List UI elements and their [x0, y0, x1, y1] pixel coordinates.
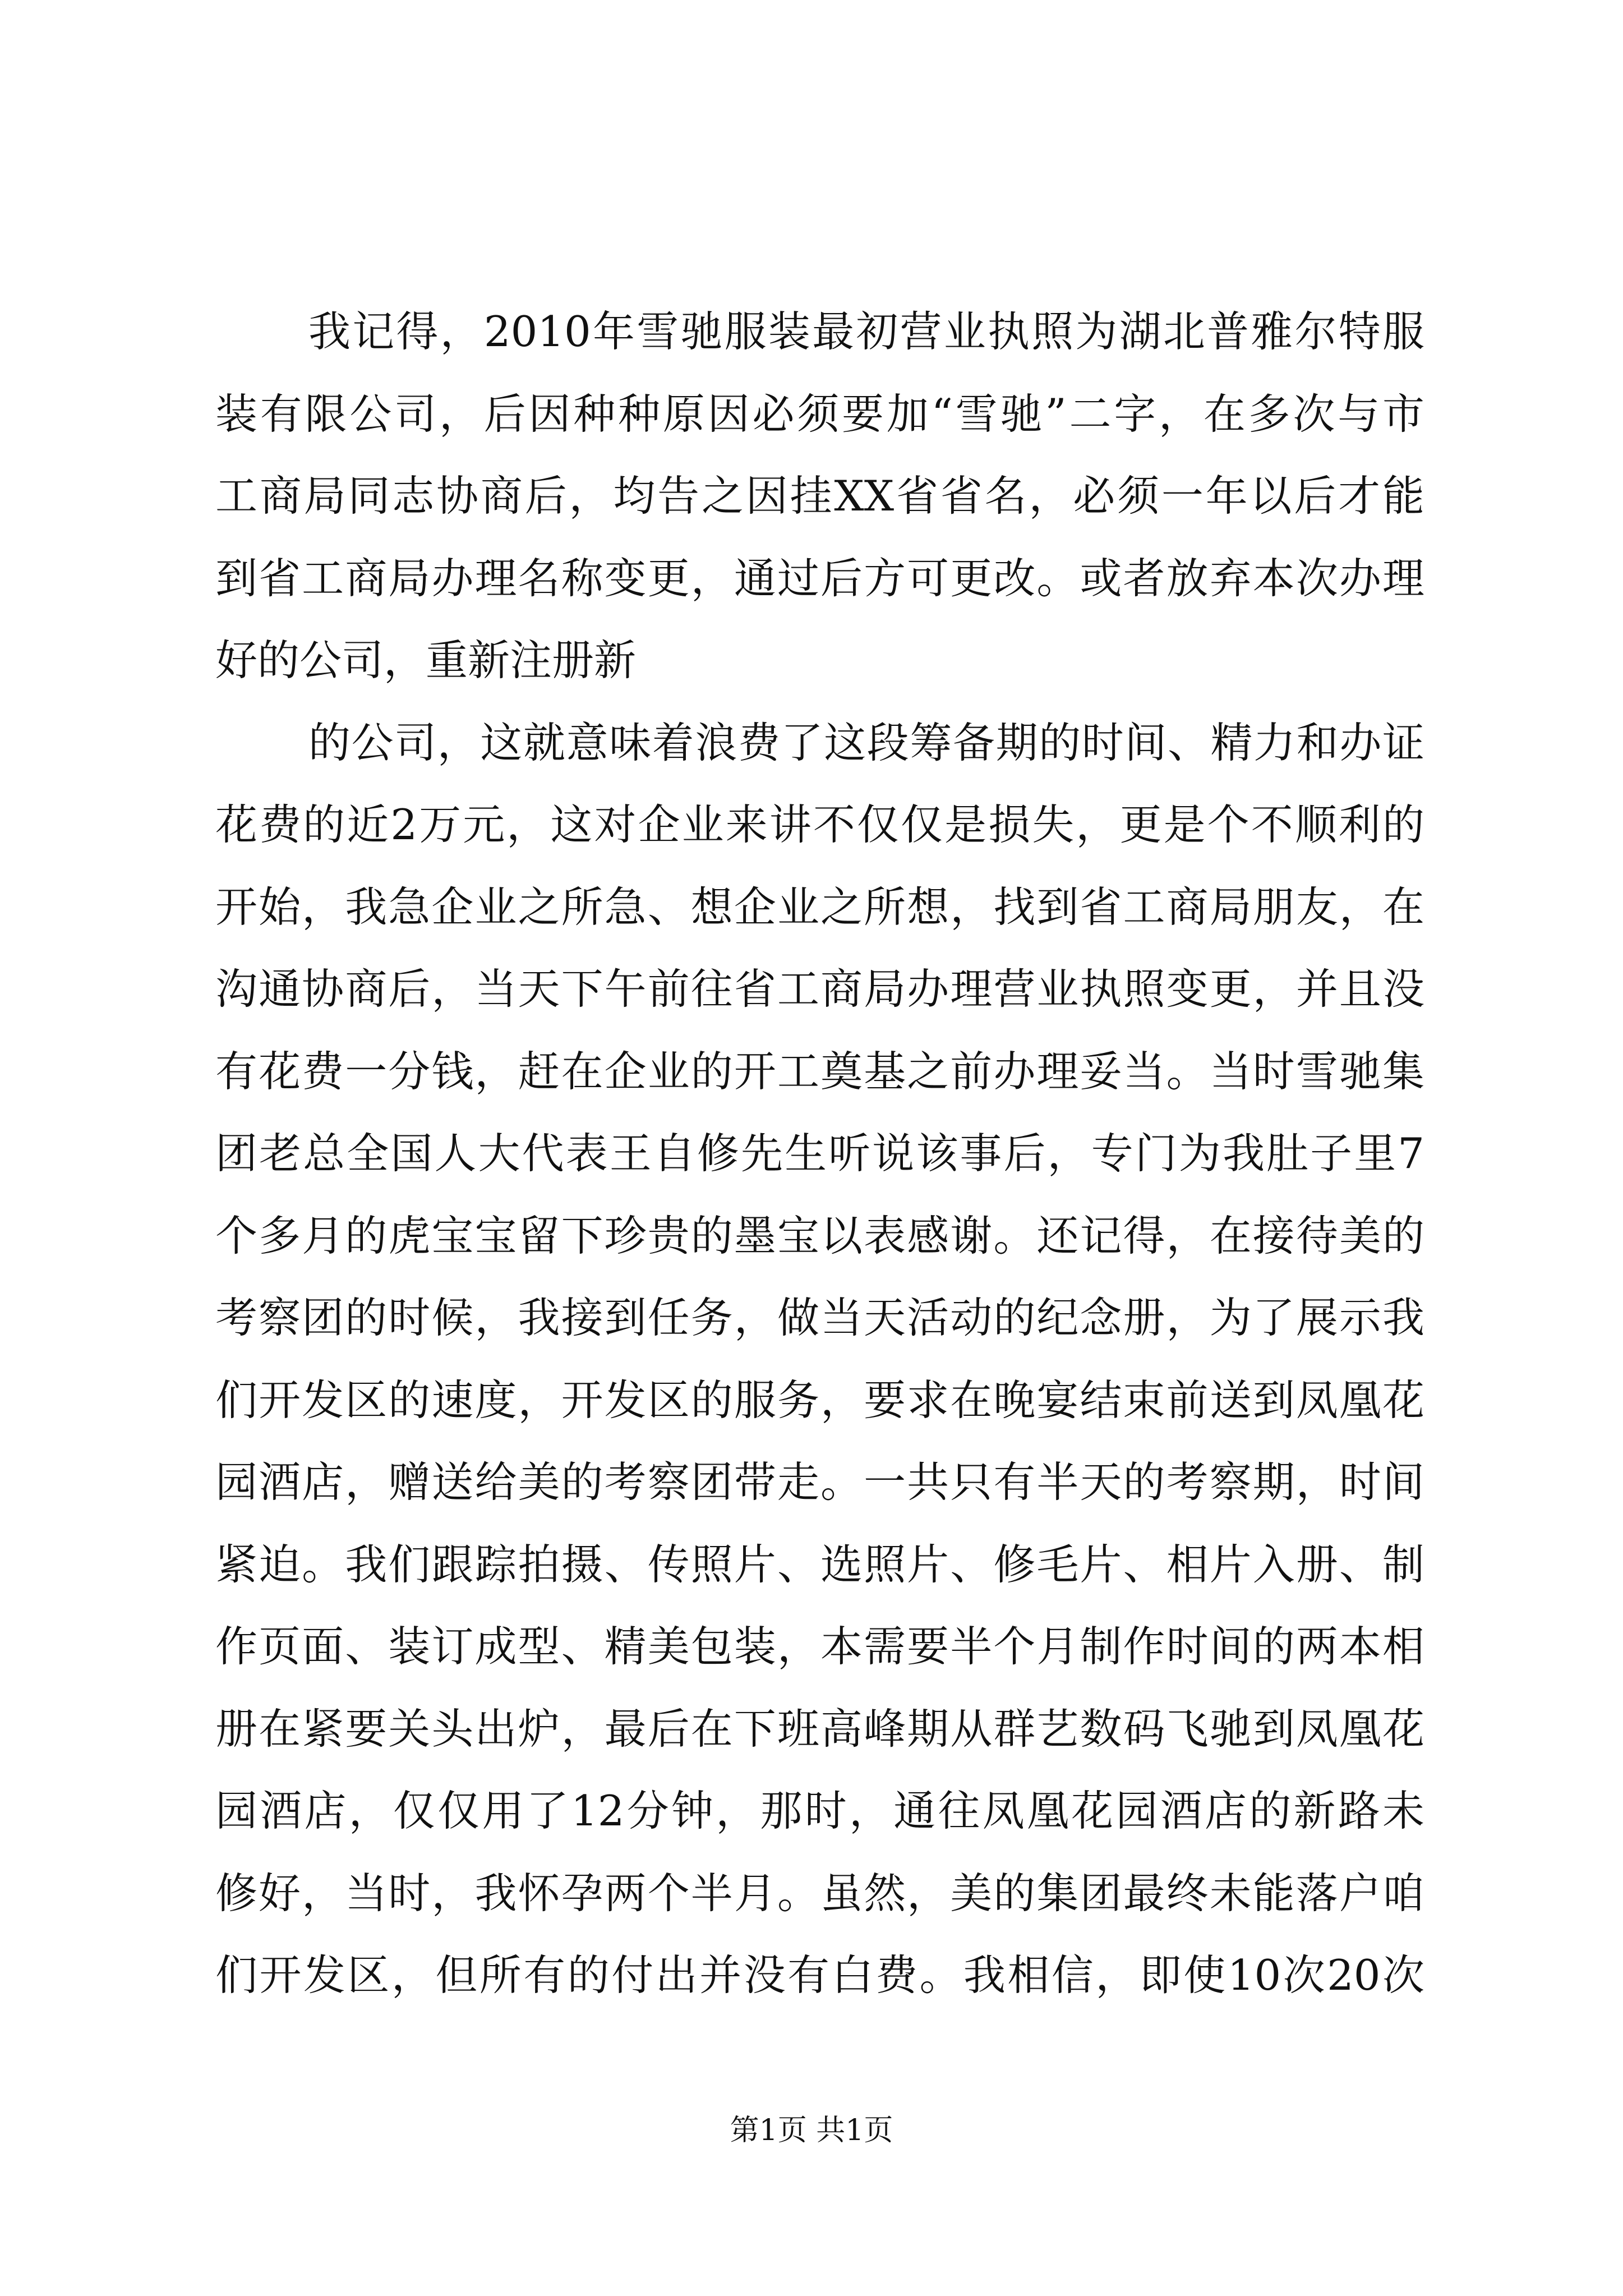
- paragraph-2-line-1: 的公司，这就意味着浪费了这段筹备期的时间、精力和办证: [308, 717, 1424, 767]
- paragraph-1-line-4: 到省工商局办理名称变更，通过后方可更改。或者放弃本次办理: [215, 553, 1424, 603]
- paragraph-1-line-1: 我记得，2010年雪驰服装最初营业执照为湖北普雅尔特服: [308, 307, 1424, 356]
- paragraph-2-line-13: 册在紧要关头出炉，最后在下班高峰期从群艺数码飞驰到凤凰花: [215, 1704, 1424, 1754]
- paragraph-2-line-10: 园酒店，赠送给美的考察团带走。一共只有半天的考察期，时间: [215, 1457, 1424, 1507]
- body-text: [215, 291, 1424, 2017]
- paragraph-2-line-16: 们开发区，但所有的付出并没有白费。我相信，即使10次20次: [215, 1950, 1424, 2000]
- paragraph-2-line-11: 紧迫。我们跟踪拍摄、传照片、选照片、修毛片、相片入册、制: [215, 1539, 1424, 1589]
- paragraph-2-line-9: 们开发区的速度，开发区的服务，要求在晚宴结束前送到凤凰花: [215, 1375, 1424, 1425]
- paragraph-2-line-4: 沟通协商后，当天下午前往省工商局办理营业执照变更，并且没: [215, 964, 1424, 1014]
- paragraph-1-line-5: 好的公司，重新注册新: [215, 636, 637, 685]
- paragraph-2-line-5: 有花费一分钱，赶在企业的开工奠基之前办理妥当。当时雪驰集: [215, 1046, 1424, 1096]
- paragraph-2-line-8: 考察团的时候，我接到任务，做当天活动的纪念册，为了展示我: [215, 1293, 1424, 1342]
- paragraph-2-line-2: 花费的近2万元，这对企业来讲不仅仅是损失，更是个不顺利的: [215, 800, 1424, 849]
- paragraph-2-line-14: 园酒店，仅仅用了12分钟，那时，通往凤凰花园酒店的新路未: [215, 1786, 1424, 1835]
- paragraph-2-line-15: 修好，当时，我怀孕两个半月。虽然，美的集团最终未能落户咱: [215, 1868, 1424, 1918]
- paragraph-2-line-6: 团老总全国人大代表王自修先生听说该事后，专门为我肚子里7: [215, 1129, 1424, 1178]
- page-footer: 第1页 共1页: [730, 2114, 893, 2147]
- paragraph-1-line-2: 装有限公司，后因种种原因必须要加“雪驰”二字，在多次与市: [215, 389, 1424, 439]
- paragraph-1-line-3: 工商局同志协商后，均告之因挂XX省省名，必须一年以后才能: [215, 471, 1424, 521]
- paragraph-2-line-3: 开始，我急企业之所急、想企业之所想，找到省工商局朋友，在: [215, 882, 1424, 932]
- paragraph-2-line-12: 作页面、装订成型、精美包装，本需要半个月制作时间的两本相: [215, 1622, 1424, 1671]
- paragraph-2-line-7: 个多月的虎宝宝留下珍贵的墨宝以表感谢。还记得，在接待美的: [215, 1211, 1424, 1260]
